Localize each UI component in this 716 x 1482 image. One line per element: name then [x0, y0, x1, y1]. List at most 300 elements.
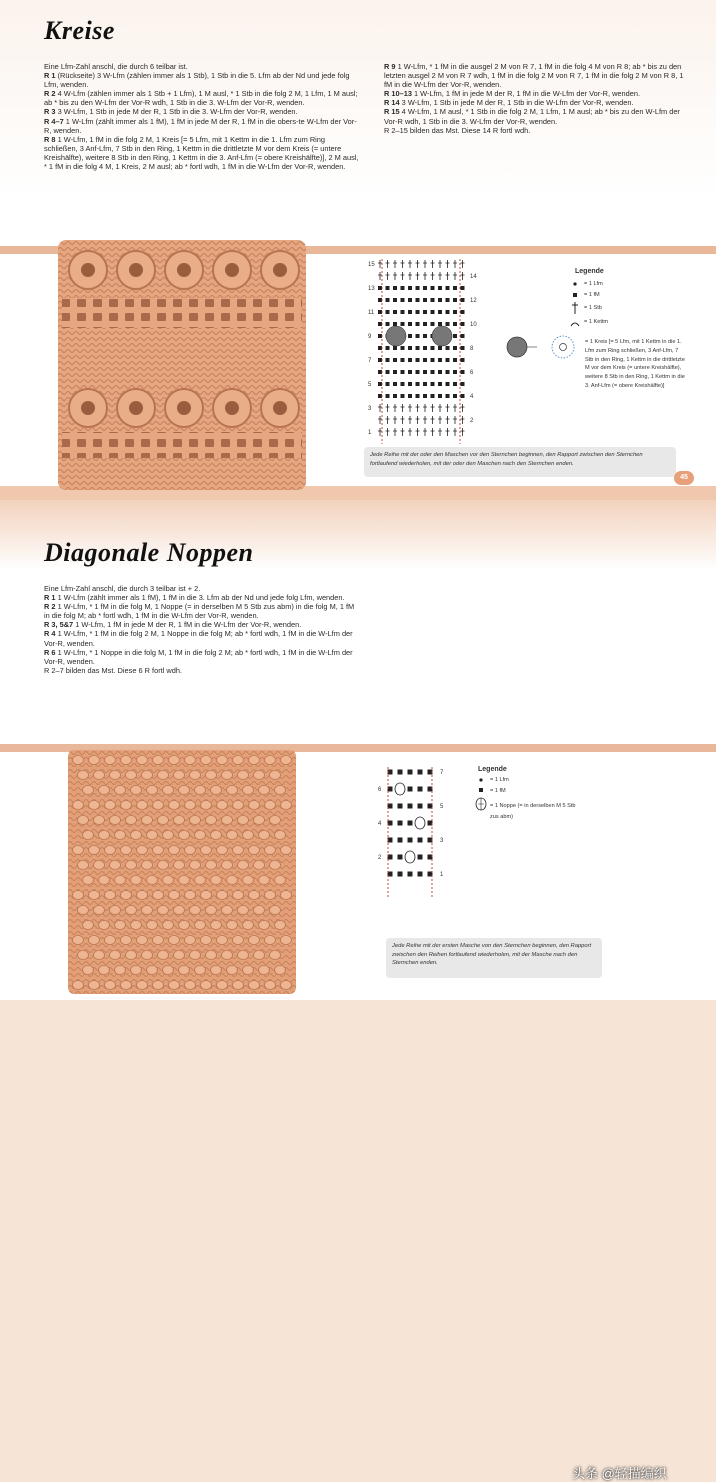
sc-symbol [408, 346, 412, 350]
bobble [281, 891, 292, 900]
bobble [142, 951, 153, 960]
bobble [190, 951, 201, 960]
row-label: R 6 [44, 647, 58, 657]
bobble [78, 861, 89, 870]
sc-symbol [453, 298, 457, 302]
legend-title-2: Legende [478, 766, 507, 773]
dc-symbol [453, 272, 457, 280]
dc-symbol [401, 404, 405, 412]
sc-symbol [416, 382, 420, 386]
bobble [275, 786, 286, 795]
sc-symbol [408, 770, 413, 775]
row-number: 7 [368, 358, 372, 364]
sc-symbol [386, 310, 390, 314]
sc-symbol [461, 346, 465, 350]
bobble [254, 906, 265, 915]
bobble [190, 906, 201, 915]
bobble [115, 831, 126, 840]
instruction-paragraph: R 2–15 bilden das Mst. Diese 14 R fortl wdh. [384, 125, 531, 135]
bobble [137, 891, 148, 900]
bobble [83, 876, 94, 885]
bobble [270, 861, 281, 870]
bobble [110, 951, 121, 960]
dc-symbol [423, 260, 427, 268]
bobble [142, 771, 153, 780]
row-number: 2 [378, 855, 382, 861]
row-number: 9 [368, 334, 372, 340]
bobble [110, 906, 121, 915]
sc-symbol [453, 394, 457, 398]
bobble [195, 921, 206, 930]
crochet-circle-center [273, 401, 287, 415]
crochet-circle-center [225, 263, 239, 277]
bobble [89, 846, 100, 855]
bobble [83, 786, 94, 795]
bobble [222, 906, 233, 915]
sc-symbol [398, 770, 403, 775]
sc-symbol [423, 394, 427, 398]
bobble [105, 756, 116, 765]
bobble [201, 756, 212, 765]
dc-symbol [408, 272, 412, 280]
bobble [179, 876, 190, 885]
sc-symbol [423, 322, 427, 326]
sc-symbol [461, 286, 465, 290]
bobble [169, 846, 180, 855]
sc-symbol [453, 322, 457, 326]
dc-symbol [453, 416, 457, 424]
legend-item-sc-2: = 1 fM [490, 788, 506, 794]
bobble [249, 981, 260, 990]
sc-symbol [431, 370, 435, 374]
bobble [126, 906, 137, 915]
row-number: 4 [378, 821, 382, 827]
row-number: 5 [440, 804, 444, 810]
row-label: R 10–13 [384, 89, 414, 99]
bobble [105, 801, 116, 810]
sc-symbol [438, 286, 442, 290]
row-number: 1 [440, 872, 444, 878]
bobble [179, 921, 190, 930]
chain-symbol-icon [573, 282, 576, 285]
dc-symbol [423, 404, 427, 412]
sc-symbol [431, 358, 435, 362]
instruction-paragraph: R 9 1 W-Lfm, * 1 fM in die ausgel 2 M von R 7, 1 fM in die folg 4 M von R 8; ab * bis zu den letzten ausgel 2 M von R 7 wdh, 1 fM in die folg 2 M von R 7, 1 fM in die folg 2 M von R 8, 1 fM in die W-Lfm der Vor-R, wenden. [384, 62, 684, 90]
bobble [147, 831, 158, 840]
dc-symbol [446, 416, 450, 424]
crochet-swatch-kreise [58, 240, 306, 490]
crochet-circle-center [225, 401, 239, 415]
sc-symbol [453, 334, 457, 338]
instruction-paragraph: R 2 4 W-Lfm (zählen immer als 1 Stb + 1 Lfm), 1 M ausl, * 1 Stb in die folg 2 M, 1 Lfm, 1 M ausl; ab * bis zu den W-Lfm der Vor-R wdh, 1 Stb in die 3. W-Lfm der Vor-R, wenden. [44, 89, 358, 108]
bobble [201, 936, 212, 945]
sc-symbol [416, 394, 420, 398]
bobble [99, 876, 110, 885]
bobble [201, 891, 212, 900]
bobble [249, 891, 260, 900]
bobble [158, 861, 169, 870]
dc-symbol [431, 404, 435, 412]
bobble [206, 771, 217, 780]
bobble [158, 771, 169, 780]
sc-symbol [431, 286, 435, 290]
sc-symbol [446, 394, 450, 398]
sc-symbol [416, 310, 420, 314]
bobble [131, 876, 142, 885]
bobble [78, 906, 89, 915]
bobble [281, 846, 292, 855]
legend-circle-symbol [505, 334, 581, 362]
bobble [147, 921, 158, 930]
bobble [185, 801, 196, 810]
row-number: 11 [368, 310, 375, 316]
sc-symbol [423, 298, 427, 302]
chart-note-2: Jede Reihe mit der ersten Masche von den Sternchen beginnen, den Rapport zwischen den Reihen fortlaufend wiederholen, mit der Masche nach den Sternchen enden. [386, 938, 602, 978]
row-label: R 2 [44, 89, 58, 99]
instruction-paragraph: Eine Lfm-Zahl anschl, die durch 3 teilbar ist + 2. [44, 584, 201, 593]
bobble [270, 906, 281, 915]
dc-symbol [438, 260, 442, 268]
dc-symbol [393, 272, 397, 280]
row-number: 1 [368, 430, 372, 436]
bobble [153, 801, 164, 810]
bobble [195, 876, 206, 885]
bobble [201, 846, 212, 855]
bobble [243, 966, 254, 975]
bobble [195, 786, 206, 795]
dc-symbol [401, 428, 405, 436]
bobble [78, 951, 89, 960]
bobble [201, 801, 212, 810]
instruction-paragraph: R 10–13 1 W-Lfm, 1 fM in jede M der R, 1 fM in die W-Lfm der Vor-R, wenden. [384, 89, 641, 99]
dc-symbol [423, 272, 427, 280]
row-number: 3 [368, 406, 372, 412]
bobble [206, 861, 217, 870]
instructions-noppen [44, 584, 359, 675]
sc-symbol [416, 322, 420, 326]
bobble [169, 756, 180, 765]
bobble [126, 816, 137, 825]
instruction-paragraph: R 2–7 bilden das Mst. Diese 6 R fortl wdh. [44, 665, 183, 675]
bobble [110, 861, 121, 870]
sc-symbol [398, 872, 403, 877]
crochet-swatch-noppen [68, 750, 296, 994]
chart-circle [432, 326, 452, 346]
legend-symbols [568, 278, 582, 338]
bobble [195, 966, 206, 975]
bobble [275, 921, 286, 930]
dc-symbol [386, 404, 390, 412]
sc-symbol [446, 310, 450, 314]
sc-symbol [438, 310, 442, 314]
sc-symbol [446, 370, 450, 374]
dc-symbol [446, 404, 450, 412]
bobble [83, 831, 94, 840]
bobble-symbol [405, 851, 415, 863]
dc-symbol [408, 404, 412, 412]
sc-symbol [423, 358, 427, 362]
bobble [153, 936, 164, 945]
sc-symbol [461, 370, 465, 374]
bobble [158, 906, 169, 915]
bobble [206, 906, 217, 915]
bobble [238, 771, 249, 780]
bobble [89, 801, 100, 810]
instruction-paragraph: Eine Lfm-Zahl anschl, die durch 6 teilbar ist. [44, 62, 188, 71]
sc-symbol [461, 298, 465, 302]
sc-symbol [446, 346, 450, 350]
bobble [217, 981, 228, 990]
sc-symbol [393, 370, 397, 374]
sc-symbol [408, 804, 413, 809]
row-number: 7 [440, 770, 444, 776]
sc-symbol [438, 394, 442, 398]
legend-item-circle: = 1 Kreis [= 5 Lfm, mit 1 Kettm in die 1. Lfm zum Ring schließen, 3 Anf-Lfm, 7 Stb in den Ring, 1 Kettm in die drittletzte M vor dem Kreis (= untere Kreishälfte), weitere 8 Stb in den Ring, 1 Kettm in die 3. Anf-Lfm (= obere Kreishälfte)] [585, 339, 685, 389]
section-title-noppen: Diagonale Noppen [44, 538, 254, 567]
crochet-circle-center [177, 401, 191, 415]
bobble [94, 906, 105, 915]
row-number: 13 [368, 286, 375, 292]
legend-item-slip: = 1 Kettm [584, 319, 609, 325]
bobble [147, 876, 158, 885]
bobble [249, 846, 260, 855]
dc-symbol [461, 272, 465, 280]
crochet-circle-center [129, 263, 143, 277]
sc-symbol [461, 382, 465, 386]
bobble [243, 921, 254, 930]
bobble [73, 936, 84, 945]
sc-symbol [398, 855, 403, 860]
bobble [126, 861, 137, 870]
sc-symbol [446, 286, 450, 290]
row-number: 5 [368, 382, 372, 388]
sc-symbol [386, 286, 390, 290]
bobble [217, 756, 228, 765]
row-number: 10 [470, 322, 477, 328]
bobble [137, 801, 148, 810]
sc-symbol [386, 394, 390, 398]
bobble [217, 801, 228, 810]
bobble [99, 831, 110, 840]
bobble [185, 981, 196, 990]
crochet-circle-center [81, 401, 95, 415]
bobble [281, 756, 292, 765]
bobble [195, 831, 206, 840]
bobble [153, 846, 164, 855]
bobble [158, 951, 169, 960]
dc-symbol [431, 272, 435, 280]
bobble [259, 831, 270, 840]
dc-symbol [401, 260, 405, 268]
sc-symbol [378, 346, 382, 350]
sc-symbol-icon [479, 788, 483, 792]
page-kreise [0, 0, 716, 500]
sc-symbol [378, 370, 382, 374]
dc-symbol [416, 260, 420, 268]
bobble [94, 861, 105, 870]
dc-symbol [393, 428, 397, 436]
sc-symbol [431, 346, 435, 350]
bobble [153, 891, 164, 900]
bobble [243, 876, 254, 885]
dc-symbol [393, 416, 397, 424]
sc-symbol [461, 394, 465, 398]
dc-symbol [431, 416, 435, 424]
page-diagonale-noppen [0, 500, 716, 1481]
sc-symbol [378, 310, 382, 314]
bobble [185, 936, 196, 945]
sc-symbol [461, 322, 465, 326]
sc-symbol [408, 358, 412, 362]
bobble [137, 846, 148, 855]
sc-symbol [431, 382, 435, 386]
circle-diagram-icon [552, 336, 574, 358]
row-label: R 1 [44, 593, 58, 603]
instruction-paragraph: R 4 1 W-Lfm, * 1 fM in die folg 2 M, 1 Noppe in die folg M; ab * fortl wdh, 1 fM in die W-Lfm der Vor-R, wenden. [44, 629, 353, 648]
bobble [131, 921, 142, 930]
instruction-paragraph: R 3, 5&7 1 W-Lfm, 1 fM in jede M der R, 1 fM in die W-Lfm der Vor-R, wenden. [44, 620, 302, 630]
row-label: R 3 [44, 107, 58, 117]
dc-symbol [416, 416, 420, 424]
sc-symbol [438, 322, 442, 326]
sc-symbol [386, 298, 390, 302]
instructions-col1 [44, 62, 359, 171]
bobble [233, 936, 244, 945]
bobble [259, 921, 270, 930]
row-number: 8 [470, 346, 474, 352]
dc-symbol [438, 416, 442, 424]
bobble [233, 891, 244, 900]
bobble [243, 786, 254, 795]
bobble [121, 891, 132, 900]
bobble [174, 771, 185, 780]
sc-symbol [386, 322, 390, 326]
sc-symbol [453, 358, 457, 362]
dc-symbol [446, 260, 450, 268]
bobble [265, 981, 276, 990]
sc-symbol [401, 298, 405, 302]
sc-symbol [453, 346, 457, 350]
bobble [121, 936, 132, 945]
dc-symbol [378, 272, 382, 280]
bobble [83, 966, 94, 975]
sc-symbol [431, 394, 435, 398]
dc-symbol [461, 260, 465, 268]
legend-item-dc: = 1 Stb [584, 305, 602, 311]
bobble [163, 966, 174, 975]
sc-symbol [453, 370, 457, 374]
bobble [115, 966, 126, 975]
page-number: 45 [674, 471, 694, 485]
bobble [265, 846, 276, 855]
row-number: 2 [470, 418, 474, 424]
instruction-paragraph: R 8 1 W-Lfm, 1 fM in die folg 2 M, 1 Kreis [= 5 Lfm, mit 1 Kettm in die 1. Lfm zum Ring schließen, 3 Anf-Lfm, 7 Stb in den Ring, 1 Kettm in die drittletzte M vor dem Kreis (= untere Kreishälfte), weitere 8 Stb in den Ring, 1 Kettm in die 3. Anf-Lfm (= obere Kreishälfte)], 2 M ausl, * 1 fM in die folg 4 M, 1 Kreis, 2 M ausl; ab * fortl wdh, 1 fM in die W-Lfm der Vor-R, wenden. [44, 134, 359, 172]
sc-symbol [401, 310, 405, 314]
sc-symbol [453, 382, 457, 386]
bobble [217, 891, 228, 900]
sc-symbol [416, 298, 420, 302]
watermark: 头条 @轻描编织 [572, 1466, 667, 1481]
sc-symbol [408, 787, 413, 792]
bobble [89, 936, 100, 945]
bobble [169, 801, 180, 810]
bobble [115, 876, 126, 885]
bobble [265, 936, 276, 945]
bobble [259, 876, 270, 885]
bobble [254, 861, 265, 870]
ring-icon [560, 344, 567, 351]
row-label: R 8 [44, 134, 58, 144]
sc-symbol [408, 382, 412, 386]
sc-symbol [431, 322, 435, 326]
bobble [142, 906, 153, 915]
bobble [179, 831, 190, 840]
crochet-circle-center [177, 263, 191, 277]
dc-symbol [446, 428, 450, 436]
sc-symbol [416, 334, 420, 338]
bobble-lines-icon [478, 798, 484, 810]
bobble [105, 981, 116, 990]
bobble [83, 921, 94, 930]
dc-symbol [453, 260, 457, 268]
row-number: 6 [470, 370, 474, 376]
dc-symbol [378, 260, 382, 268]
bobble [222, 861, 233, 870]
instruction-paragraph: R 1 (Rückseite) 3 W-Lfm (zählen immer als 1 Stb), 1 Stb in die 5. Lfm ab der Nd und jede folg Lfm, wenden. [44, 71, 350, 90]
sc-symbol [453, 310, 457, 314]
sc-symbol [416, 358, 420, 362]
bobble [185, 756, 196, 765]
sc-symbol [438, 382, 442, 386]
circle-dark-icon [507, 337, 527, 357]
sc-symbol [423, 310, 427, 314]
bobble [137, 936, 148, 945]
sc-symbol [393, 286, 397, 290]
sc-symbol [378, 382, 382, 386]
sc-symbol [393, 394, 397, 398]
crochet-circle-center [81, 263, 95, 277]
bobble [174, 951, 185, 960]
row-number: 15 [368, 262, 375, 268]
section-title-kreise: Kreise [44, 16, 115, 45]
bobble [238, 861, 249, 870]
bobble [201, 981, 212, 990]
sc-symbol [423, 370, 427, 374]
dc-symbol [431, 428, 435, 436]
sc-symbol [408, 322, 412, 326]
bobble [105, 891, 116, 900]
bobble [121, 801, 132, 810]
chart-note: Jede Reihe mit der oder den Maschen vor den Sternchen beginnen, den Rapport zwischen den Sternchen fortlaufend wiederholen, mit der oder den Maschen nach den Sternchen enden. [364, 447, 676, 477]
bobble [169, 936, 180, 945]
bobble [73, 981, 84, 990]
bobble [254, 771, 265, 780]
sc-symbol [438, 298, 442, 302]
sc-symbol [418, 838, 423, 843]
dc-symbol [378, 404, 382, 412]
instruction-paragraph: R 15 4 W-Lfm, 1 M ausl, * 1 Stb in die folg 2 M, 1 Lfm, 1 M ausl; ab * bis zu den W-Lfm der Vor-R wdh, 1 Stb in die 3. W-Lfm der Vor-R, wenden. [384, 107, 680, 126]
dc-symbol [416, 272, 420, 280]
sc-symbol [408, 370, 412, 374]
dc-symbol [461, 416, 465, 424]
bobble [227, 876, 238, 885]
sc-symbol [401, 370, 405, 374]
sc-symbol [386, 346, 390, 350]
row-label: R 9 [384, 62, 398, 71]
bobble [211, 966, 222, 975]
bobble [227, 921, 238, 930]
sc-symbol [408, 310, 412, 314]
